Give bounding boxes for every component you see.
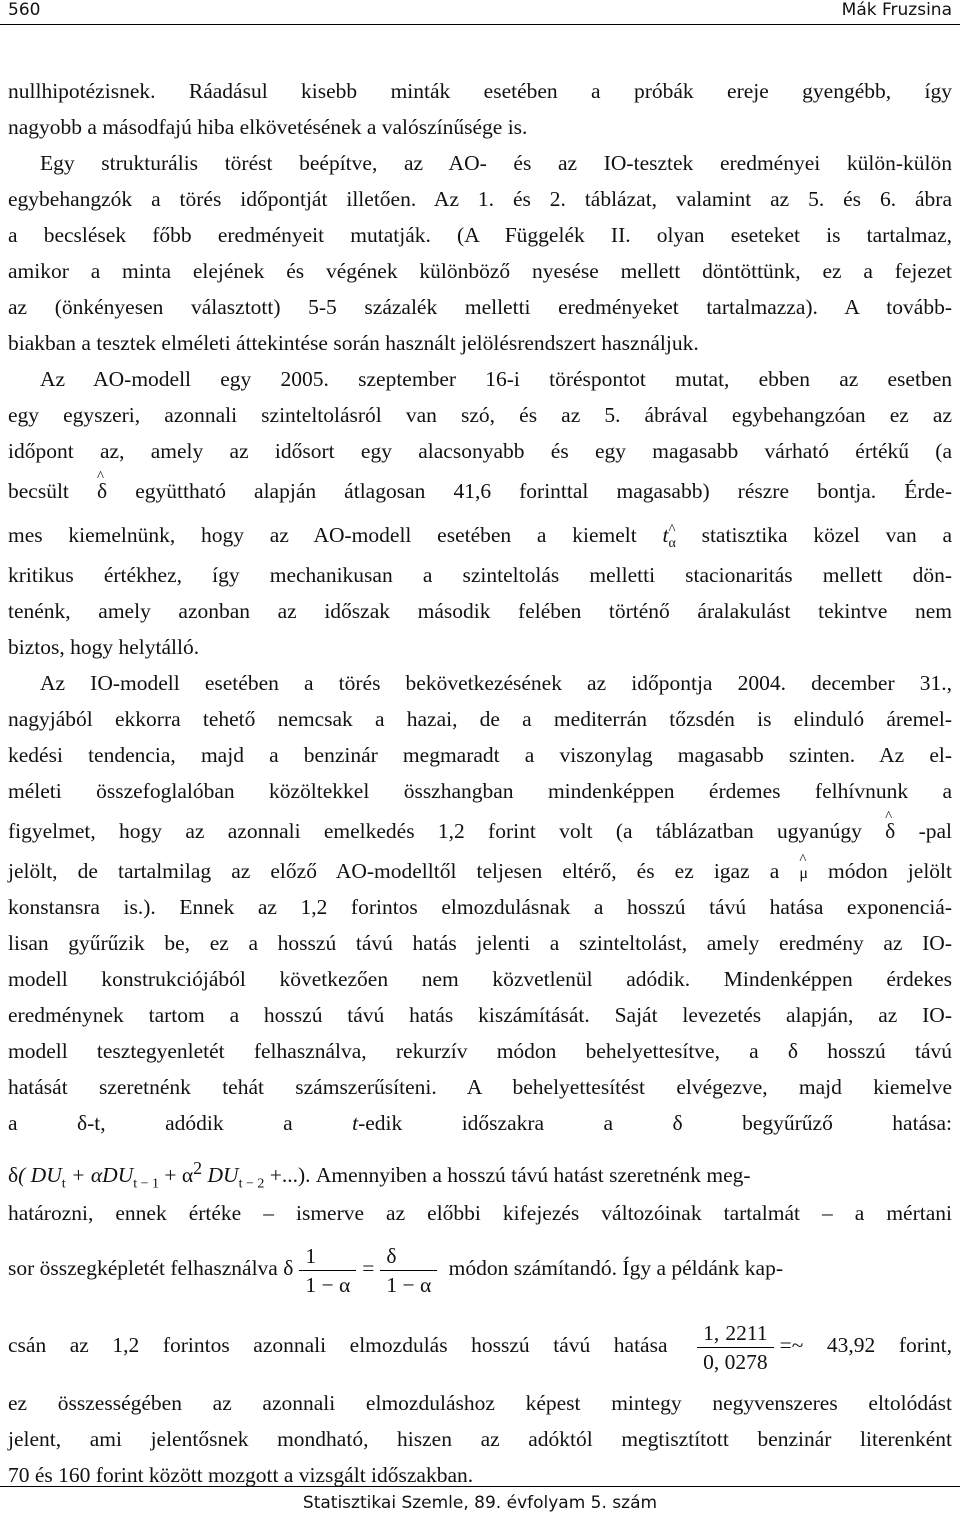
fraction-denominator: 1 − α <box>386 1272 432 1297</box>
series-term: + αDU <box>71 1163 134 1188</box>
sup: 2 <box>193 1158 203 1178</box>
line-part: mes kiemelnünk, hogy az AO-modell esetében a kiemelt <box>8 523 637 547</box>
text-line: a becslések főbb eredményeit mutatják. (A Függelék II. olyan eseteket is tartalmaz, <box>8 223 952 247</box>
fraction <box>697 1319 774 1376</box>
fraction <box>299 1242 356 1299</box>
text-line: méleti összefoglalóban közöltekkel összhangban mindenképpen érdemes felhívnunk a <box>8 779 952 803</box>
line-part: módon számítandó. Így a példánk kap- <box>448 1256 784 1280</box>
header-rule <box>0 24 960 25</box>
text-line: hatását szeretnénk tehát számszerűsíteni. A behelyettesítést elvégezve, majd kiemelve <box>8 1075 952 1099</box>
line-part: -pal <box>918 819 952 843</box>
formula-line <box>8 1305 952 1385</box>
text-line: modell konstrukciójából következően nem közvetlenül adódik. Mindenképpen érdekes <box>8 967 952 991</box>
t-symbol: t <box>352 1111 359 1135</box>
text-line: tenénk, amely azonban az időszak második felében történő áralakulást tekintve nem <box>8 599 952 623</box>
text-line: biztos, hogy helytálló. <box>8 635 200 659</box>
fraction-denominator: 1 − α <box>305 1272 351 1297</box>
line-part: statisztika közel van a <box>701 523 953 547</box>
body-text <box>8 73 952 1493</box>
text-line: az (önkényesen választott) 5-5 százalék melletti eredményeket tartalmazza). A tovább- <box>8 295 952 319</box>
delta-symbol: δ <box>77 1111 88 1135</box>
text-line <box>8 1033 952 1069</box>
line-part: -t, adódik a <box>87 1111 293 1135</box>
text-line: ez összességében az azonnali elmozduláshoz képest mintegy negyvenszeres eltolódást <box>8 1391 952 1415</box>
text-line: konstansra is.). Ennek az 1,2 forintos elmozdulásnak a hosszú távú hatása exponenciá- <box>8 895 952 919</box>
journal-footer: Statisztikai Szemle, 89. évfolyam 5. szám <box>302 1493 658 1513</box>
footer-rule <box>0 1486 960 1487</box>
fraction-numerator: 1 <box>299 1242 356 1271</box>
line-part: . Amennyiben a hosszú távú hatást szeretnénk meg- <box>305 1163 751 1188</box>
mu-hat-symbol: μ ^ <box>799 856 808 892</box>
line-part: begyűrűző hatása: <box>742 1111 952 1135</box>
line-part: sor összegképletét felhasználva <box>8 1256 278 1280</box>
text-line: Az IO-modell esetében a törés bekövetkezésének az időpontja 2004. december 31., <box>40 671 952 695</box>
word: a <box>8 1111 18 1135</box>
line-part: modell tesztegyenletét felhasználva, rekurzív módon behelyettesítve, a <box>8 1039 759 1063</box>
text-line: 70 és 160 forint között mozgott a vizsgált időszakban. <box>8 1463 474 1487</box>
text-line <box>8 853 952 889</box>
text-line: Az AO-modell egy 2005. szeptember 16-i töréspontot mutat, ebben az esetben <box>40 367 952 391</box>
text-line: nagyobb a másodfajú hiba elkövetésének a valószínűsége is. <box>8 115 528 139</box>
fraction <box>380 1242 437 1299</box>
text-line: egybehangzók a törés időpontját illetően. Az 1. és 2. táblázat, valamint az 5. és 6. ábra <box>8 187 952 211</box>
sub: t − 2 <box>238 1176 265 1192</box>
delta-symbol: δ <box>8 1163 19 1188</box>
formula-line <box>8 1231 952 1305</box>
line-rest: együttható alapján átlagosan 41,6 forinttal magasabb) részre bontja. Érde- <box>135 479 952 503</box>
text-line: nullhipotézisnek. Ráadásul kisebb minták esetében a próbák ereje gyengébb, így <box>8 79 952 103</box>
series-term: +...) <box>269 1163 306 1188</box>
line-part: forint, <box>898 1333 952 1357</box>
equals-sign: = <box>362 1256 375 1280</box>
alpha-hat-subscript: $_\alpha$ ^ <box>668 522 675 566</box>
delta-symbol: δ <box>283 1256 294 1280</box>
running-author: Mák Fruzsina <box>841 0 952 20</box>
text-line: jelent, ami jelentősnek mondható, hiszen az adóktól megtisztított benzinár literenként <box>8 1427 952 1451</box>
text-line: eredménynek tartom a hosszú távú hatás kiszámítását. Saját levezetés alapján, az IO- <box>8 1003 952 1027</box>
text-line <box>8 809 952 853</box>
text-line <box>8 469 952 513</box>
t-symbol: t <box>662 523 669 547</box>
word: becsült <box>8 479 69 503</box>
line-part: -edik időszakra a <box>358 1111 614 1135</box>
text-line: lisan gyűrűzik be, ez a hosszú távú hatás jelenti a szinteltolást, amely eredmény az IO- <box>8 931 952 955</box>
line-part: jelölt, de tartalmilag az előző AO-modelltől teljesen eltérő, és ez igaz a <box>8 859 780 883</box>
line-part: csán az 1,2 forintos azonnali elmozdulás hosszú távú hatása <box>8 1333 668 1357</box>
formula-line <box>8 1141 952 1195</box>
page-number: 560 <box>8 0 41 20</box>
text-line <box>8 1105 952 1141</box>
series-term: ( DU <box>18 1163 62 1188</box>
text-line: biakban a tesztek elméleti áttekintése során használt jelölésrendszert használjuk. <box>8 331 699 355</box>
running-header <box>8 0 952 22</box>
line-part: hosszú távú <box>827 1039 952 1063</box>
sub: t − 1 <box>133 1176 160 1192</box>
fraction-denominator: 0, 0278 <box>703 1349 768 1374</box>
sub: t <box>61 1176 66 1192</box>
text-line: időpont az, amely az idősort egy alacsonyabb és egy magasabb várható értékű (a <box>8 439 952 463</box>
delta-symbol: δ <box>787 1039 799 1063</box>
text-line: amikor a minta elejének és végének különböző nyesése mellett döntöttünk, ez a fejezet <box>8 259 952 283</box>
text-line: kritikus értékhez, így mechanikusan a szinteltolás melletti stacionaritás mellett dön- <box>8 563 952 587</box>
text-line: határozni, ennek értéke – ismerve az előbbi kifejezés változóinak tartalmát – a mértani <box>8 1201 952 1225</box>
line-part: módon jelölt <box>828 859 952 883</box>
text-line: kedési tendencia, majd a benzinár megmaradt a viszonylag magasabb szinten. Az el- <box>8 743 952 767</box>
delta-hat-symbol: δ ^ <box>885 809 895 853</box>
fraction-numerator: δ <box>380 1242 437 1271</box>
fraction-numerator: 1, 2211 <box>697 1319 774 1348</box>
text-line: nagyjából ekkorra tehető nemcsak a hazai, de a mediterrán tőzsdén is elinduló áremel- <box>8 707 952 731</box>
approx-value: =~ 43,92 <box>779 1333 876 1357</box>
text-line: egy egyszeri, azonnali szinteltolásról van szó, és az 5. ábrával egybehangzóan ez az <box>8 403 952 427</box>
text-line <box>8 513 952 557</box>
delta-hat-symbol: δ ^ <box>97 469 107 513</box>
series-term: + α <box>164 1163 194 1188</box>
text-line: Egy strukturális törést beépítve, az AO- és az IO-tesztek eredményei külön-külön <box>40 151 952 175</box>
line-part: figyelmet, hogy az azonnali emelkedés 1,2 forint volt (a táblázatban ugyanúgy <box>8 819 862 843</box>
series-term: DU <box>207 1163 239 1188</box>
delta-symbol: δ <box>672 1111 683 1135</box>
